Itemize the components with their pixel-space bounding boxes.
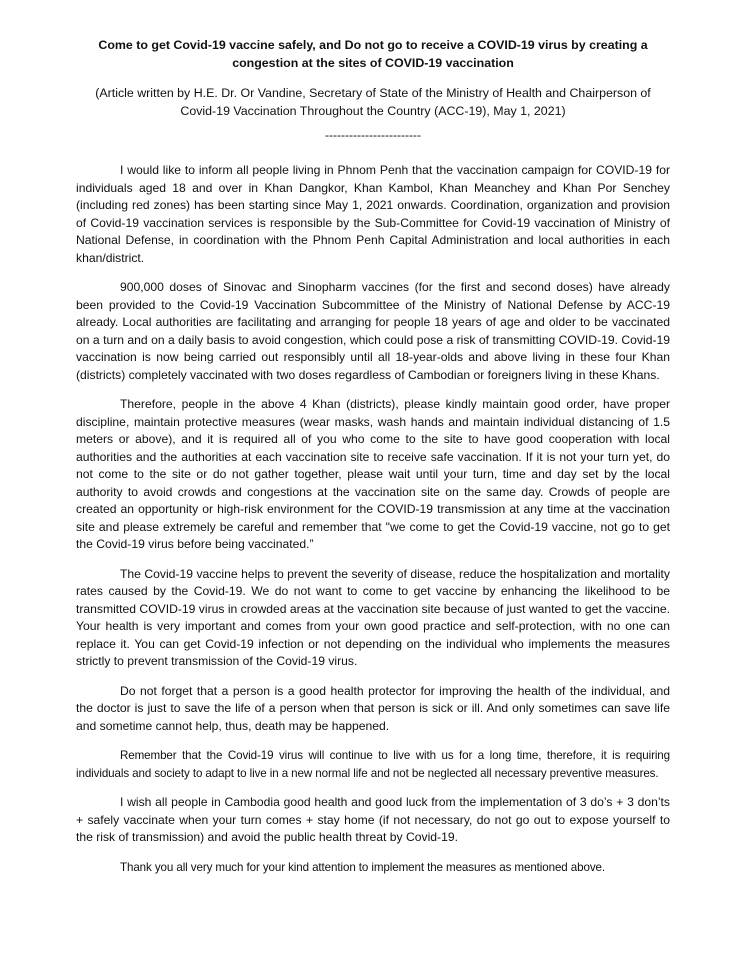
article-body bbox=[76, 162, 670, 876]
paragraph-new-normal: Remember that the Covid-19 virus will continue to live with us for a long time, therefore, it is requiring individuals and society to adapt to live in a new normal life and not be neglected all necessary preventive measures. bbox=[76, 749, 670, 780]
article-byline: (Article written by H.E. Dr. Or Vandine, Secretary of State of the Ministry of Health and Chairperson of Covid-19 Vaccination Throughout the Country (ACC-19), May 1, 2021) bbox=[95, 86, 651, 118]
document-title: Come to get Covid-19 vaccine safely, and Do not go to receive a COVID-19 virus by creating a congestion at the sites of COVID-19 vaccination bbox=[98, 38, 648, 70]
paragraph-order-and-discipline: Therefore, people in the above 4 Khan (districts), please kindly maintain good order, have proper discipline, maintain protective measures (wear masks, wash hands and maintain individual distancing of 1.5 meters or above), and it is required all of you who come to the site to have good cooperation with local authorities and the authorities at each vaccination site to receive safe vaccination. If it is not your turn yet, do not come to the site or do not gather together, please wait until your turn, time and day set by the local authority to avoid crowds and congestions at the vaccination site on the same day. Crowds of people are created an opportunity or high-risk environment for the COVID-19 transmission at any time at the vaccination site and please extremely be careful and remember that "we come to get the Covid-19 vaccine, not go to get the Covid-19 virus before being vaccinated.” bbox=[76, 397, 670, 551]
paragraph-good-wishes: I wish all people in Cambodia good health and good luck from the implementation of 3 do’s + 3 don’ts + safely vaccinate when your turn comes + stay home (if not necessary, do not go out to expose yourself to the risk of transmission) and avoid the public health threat by Covid-19. bbox=[76, 795, 670, 844]
paragraph-vaccine-doses: 900,000 doses of Sinovac and Sinopharm vaccines (for the first and second doses) have already been provided to the Covid-19 Vaccination Subcommittee of the Ministry of National Defense by ACC-19 already. Local authorities are facilitating and arranging for people 18 years of age and older to be vaccinated on a turn and on a daily basis to avoid congestion, which could pose a risk of transmitting COVID-19. Covid-19 vaccination is now being carried out responsibly until all 18-year-olds and above living in these four Khan (districts) completely vaccinated with two doses regardless of Cambodian or foreigners living in these Khans. bbox=[76, 280, 670, 382]
paragraph-health-protector: Do not forget that a person is a good health protector for improving the health of the individual, and the doctor is just to save the life of a person when that person is sick or ill. And only sometimes can save life and sometime cannot help, thus, death may be happened. bbox=[76, 683, 670, 733]
section-separator: ------------------------ bbox=[325, 128, 421, 142]
paragraph-vaccine-benefits: The Covid-19 vaccine helps to prevent the severity of disease, reduce the hospitalization and mortality rates caused by the Covid-19. We do not want to come to get vaccine by enhancing the likelihood to be transmitted COVID-19 virus in crowded areas at the vaccination site because of just wanted to get the vaccine. Your health is very important and comes from your own good practice and self-protection, with no one can replace it. You can get Covid-19 infection or not depending on the individual who implements the measures strictly to prevent transmission of the Covid-19 virus. bbox=[76, 566, 670, 668]
paragraph-vaccination-campaign: I would like to inform all people living in Phnom Penh that the vaccination campaign for COVID-19 for individuals aged 18 and over in Khan Dangkor, Khan Kambol, Khan Meanchey and Khan Por Senchey (including red zones) has been starting since May 1, 2021 onwards. Coordination, organization and provision of Covid-19 vaccination services is responsible by the Sub-Committee for Covid-19 vaccination of Ministry of National Defense, in coordination with the Phnom Penh Capital Administration and local authorities in each khan/district. bbox=[76, 163, 670, 265]
paragraph-thanks: Thank you all very much for your kind attention to implement the measures as mentioned above. bbox=[120, 860, 605, 874]
